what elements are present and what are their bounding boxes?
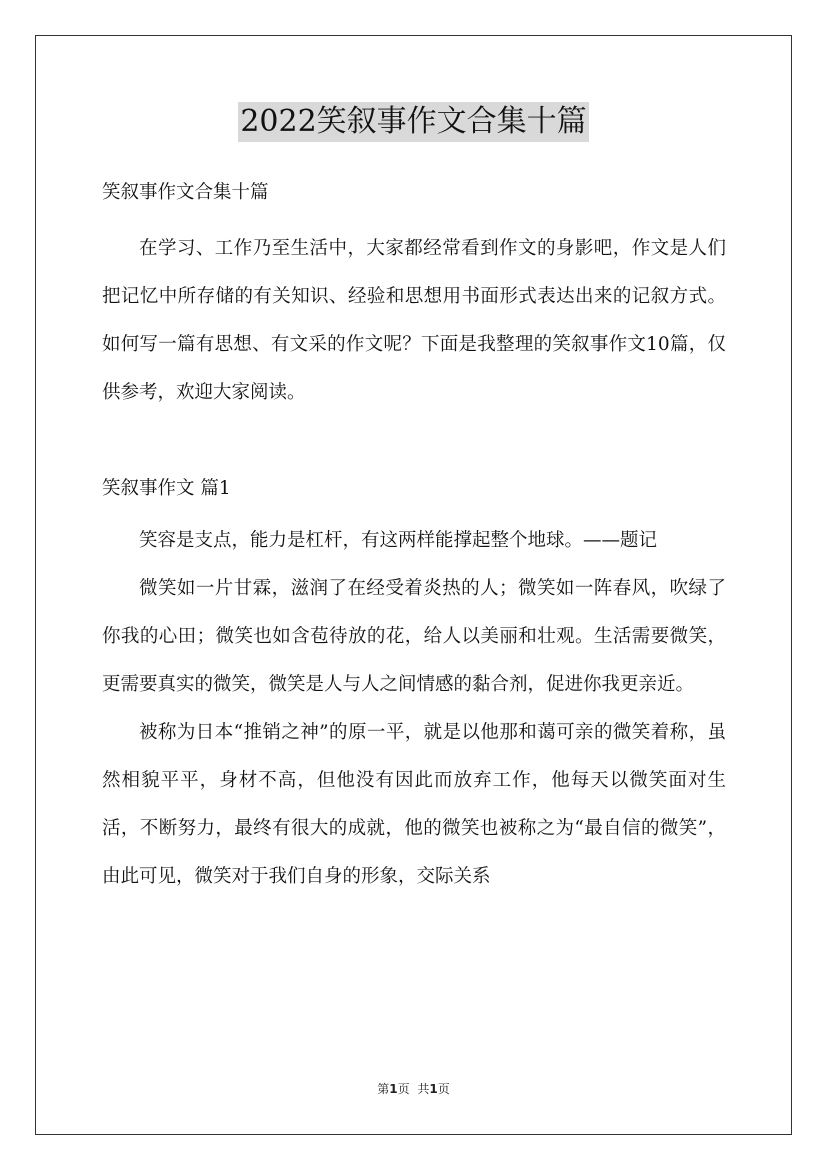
document-body: [102, 175, 726, 901]
document-title: 2022笑叙事作文合集十篇: [238, 102, 588, 142]
body-paragraph-2: 微笑如一片甘霖，滋润了在经受着炎热的人；微笑如一阵春风，吹绿了你我的心田；微笑也如含苞待放的花，给人以美丽和壮观。生活需要微笑，更需要真实的微笑，微笑是人与人之间情感的黏合剂，促进你我更亲近。: [102, 578, 726, 695]
body-paragraph-1: 笑容是支点，能力是杠杆，有这两样能撑起整个地球。——题记: [139, 530, 658, 551]
footer-page-number: 1: [389, 1082, 398, 1096]
footer-total-number: 1: [429, 1082, 438, 1096]
page-footer: [0, 1081, 827, 1097]
document-subtitle: 笑叙事作文合集十篇: [102, 182, 269, 203]
footer-page-suffix: 页: [397, 1082, 410, 1096]
title-container: [0, 102, 827, 142]
footer-total-suffix: 页: [437, 1082, 450, 1096]
footer-page-prefix: 第: [377, 1082, 390, 1096]
body-paragraph-3: 被称为日本“推销之神”的原一平，就是以他那和蔼可亲的微笑着称，虽然相貌平平，身材不高，但他没有因此而放弃工作，他每天以微笑面对生活，不断努力，最终有很大的成就，他的微笑也被称之为“最自信的微笑”，由此可见，微笑对于我们自身的形象，交际关系: [102, 722, 726, 887]
footer-total-prefix: 共: [417, 1082, 430, 1096]
section-heading: 笑叙事作文 篇1: [102, 478, 231, 499]
intro-paragraph: 在学习、工作乃至生活中，大家都经常看到作文的身影吧，作文是人们把记忆中所存储的有关知识、经验和思想用书面形式表达出来的记叙方式。如何写一篇有思想、有文采的作文呢？下面是我整理的笑叙事作文10篇，仅供参考，欢迎大家阅读。: [102, 238, 726, 403]
